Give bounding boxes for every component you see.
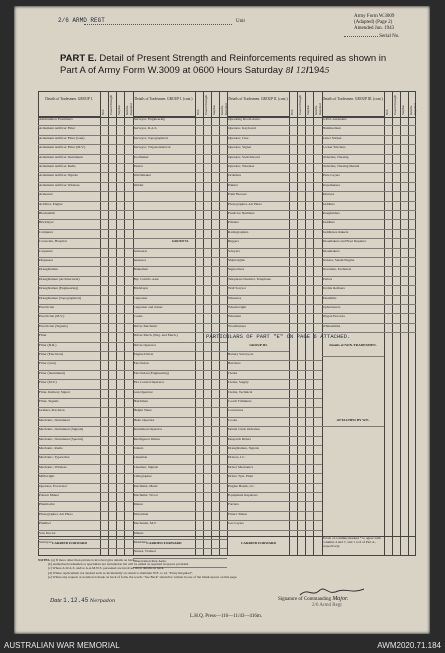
table-row: Wheelers [227, 296, 322, 305]
table-row: Assessor [133, 258, 228, 267]
table-row: Wagon Erectors [322, 314, 417, 323]
table-row: Signwriters [227, 267, 322, 276]
table-row: Intelligence Duties [133, 437, 228, 446]
table-row: Engine Driver [133, 352, 228, 361]
table-row: Saw Doctor [38, 531, 133, 540]
title-text2: Part A of Army Form W.3009 at 0600 Hours Saturday [60, 65, 283, 76]
table-row: Height Taker [133, 408, 228, 417]
table-row: Electrician (Engineering) [133, 371, 228, 380]
table-row: Mechanic, Instrument (Special) [38, 437, 133, 446]
table-row: Joiners [133, 446, 228, 455]
table-row: Engine Hands, I.C. [227, 484, 322, 493]
table-row: Artificer, Engine [38, 202, 133, 211]
table-row: Brakeman [133, 267, 228, 276]
table-row: Upholsterers [322, 305, 417, 314]
table-row: Mechanic, Instrument [38, 418, 133, 427]
table-row: Helio Operator [133, 418, 228, 427]
table-row: Shipwrights [227, 258, 322, 267]
carried-forward-label: CARRIED FORWARD [240, 541, 277, 545]
table-row: Driver Tpts. Plant [227, 474, 322, 483]
signature-label: Signature of Commanding [278, 597, 332, 602]
place-value: Nerpadon [89, 598, 116, 604]
table-row: Farriers [227, 502, 322, 511]
vertical-header: Reinfts. Required [219, 103, 228, 115]
table-row: Machinist, Wood [133, 493, 228, 502]
table-row: Toolmaker [133, 155, 228, 164]
table-row: Stokers, Steam Engine [322, 258, 417, 267]
unit-stamp: 2/6 Armd Regt [312, 603, 342, 608]
table-row: Painter [227, 183, 322, 192]
note-e: (e) Where any request or notation is made on back of form, the words "See Back" should be written in one of the blank spaces on this page. [48, 574, 238, 579]
table-row: Machinist, Metal [133, 484, 228, 493]
table-row: Clerks, Supply [227, 380, 322, 389]
table-row [133, 220, 228, 229]
table-row: Cooks [133, 314, 228, 323]
table-row: Electrician [133, 361, 228, 370]
table-row: Saddletree makers [322, 230, 417, 239]
vertical-header: W.E. [195, 108, 200, 115]
title-date-month: 12 [295, 66, 307, 75]
column-header: Details of Tradesmen. GROUP I. (cont.) [133, 91, 195, 117]
table-row: Operator, Wireless [227, 164, 322, 173]
table-row: Clerks [227, 371, 322, 380]
group3-heading: GROUP III. [227, 343, 289, 352]
table-row: Fitter (Electrical) [38, 352, 133, 361]
table-row: Armourer [133, 249, 228, 258]
table-row: Linesman [133, 455, 228, 464]
table-row: Bty. Comd's. Asst. [133, 277, 228, 286]
table-row: Whitesmiths [322, 324, 417, 333]
table-row: Armament Artificer Radio [38, 164, 133, 173]
table-row: Draughtsman (Topographical) [38, 296, 133, 305]
form-line2: (Adapted) (Page 2) [354, 20, 393, 25]
table-row: Fitter (Instrument) [38, 371, 133, 380]
rank: Major. [332, 596, 349, 602]
table-row: Dispenser [38, 258, 133, 267]
table-row: Hammermen [322, 126, 417, 135]
vertical-header: Reinfts. Required [125, 103, 134, 115]
table-row: Gas Layers [227, 521, 322, 530]
table-row: Mason [133, 502, 228, 511]
vertical-header: Posted Strength [392, 94, 397, 115]
nontrades-heading: Details of NON-TRADESMEN. [322, 343, 384, 357]
vertical-header: Reinfts. Required [408, 103, 417, 115]
table-row: Electrician [38, 305, 133, 314]
table-row: Operator, Line [227, 136, 322, 145]
table-row: Fitter [38, 333, 133, 342]
table-row: Pattern Maker [38, 493, 133, 502]
vertical-header: Surplus [306, 105, 311, 115]
table-row: Plumber [38, 521, 133, 530]
notes-head: NOTES. [38, 558, 51, 562]
table-row: Sawyers [227, 249, 322, 258]
date-value: 1.12.45 [63, 597, 89, 604]
form-id [354, 14, 394, 32]
table-row: GROUP II. [133, 239, 228, 248]
table-row: Shoemakers and Boot Repairer [322, 239, 417, 248]
table-row: Dental Clerk Orderlies [227, 427, 322, 436]
table-row: Fitter (D.R.) [38, 343, 133, 352]
attached-heading: ATTACHED BY W.E. [322, 418, 384, 427]
table-row: Wiremen [227, 314, 322, 323]
table-row: Orderlies [227, 173, 322, 182]
vertical-header: W.E. [384, 108, 389, 115]
table-row: Armament Artificer Fitter [38, 126, 133, 135]
table-row: Hatchman [133, 399, 228, 408]
table-row: Pharmacist [38, 502, 133, 511]
table-row: Fitter (Gun) [38, 361, 133, 370]
table-row: Telephone Installer, Telephone [227, 277, 322, 286]
table-row: Butchers [227, 361, 322, 370]
form-line3: Amended Jun. 1943 [354, 26, 395, 31]
table-row: Predictor Numbers [227, 211, 322, 220]
table-row: Driver Mech. (Eng. and Mech.) [133, 333, 228, 342]
table-row: Roughriders [322, 211, 417, 220]
table-row: Surveyor [38, 540, 133, 549]
table-row: Operator, Switchboard [227, 155, 322, 164]
table-row: Motorman [133, 512, 228, 521]
particulars-stamp: PARTICULARS OF PART "E" ON PAGE 6 ATTACHED. [206, 333, 351, 341]
table-row: Mechanic, Instrument (Signals) [38, 427, 133, 436]
table-row: Locker Stitchers [322, 145, 417, 154]
vertical-header: Surplus [400, 105, 405, 115]
table-row: Grinder, Precision [38, 408, 133, 417]
table-row: Electrician (M.V.) [38, 314, 133, 323]
carried-forward-label: CARRIED FORWARD [51, 541, 88, 545]
caption-bar [0, 638, 445, 653]
table-row [133, 192, 228, 201]
table-row: Carpenter [38, 249, 133, 258]
table-row: Lineman, Signals [133, 465, 228, 474]
column-header: Details of Tradesmen. GROUP II. (cont.) [227, 91, 289, 117]
table-row: Bricklayer [38, 220, 133, 229]
table-row: Paint Bowser [227, 192, 322, 201]
vertical-header: Surplus [211, 105, 216, 115]
table-row: Mechanic, Typewriter [38, 455, 133, 464]
table-row: Draughtsman (Architectural) [38, 277, 133, 286]
table-row: Miners [133, 531, 228, 540]
table-row: Observation Post Assts. [133, 559, 228, 568]
table-row: Surveyor, R.A.S. [133, 126, 228, 135]
table-row: Moulders [133, 540, 228, 549]
table-row [133, 202, 228, 211]
table-row [133, 230, 228, 239]
printer-line: L.H.Q. Press—116—11/43—416m. [190, 614, 262, 619]
table-row: Tinsmiths [322, 296, 417, 305]
table-row: Computer [38, 230, 133, 239]
carried-forward-label: CARRIED FORWARD [146, 541, 182, 545]
table-row: Blacksmith [38, 211, 133, 220]
table-row: Letter Sticker [322, 136, 417, 145]
table-row: Instrument Operator [133, 427, 228, 436]
title-text1: Detail of Present Strength and Reinforcements required as shown in [99, 53, 387, 64]
table-row: Armament Artificer Instrument [38, 155, 133, 164]
table-row: Draughtsmen, Signals [227, 446, 322, 455]
table-row: Fitter, Signals [38, 399, 133, 408]
table-row: Printers [227, 220, 322, 229]
page-title: PART E. Detail of Present Strength and Reinforcements required as shown in Part A of Army Form W.3009 at 0600 Hours Saturday 8/ 12/1945 [60, 53, 387, 76]
vertical-header: Posted Strength [109, 94, 114, 115]
table-row: Shoemakers [322, 249, 417, 258]
unit-line [84, 17, 232, 25]
table-row: Mechanist, M.T. [133, 521, 228, 530]
table-row: Clerks, Technical [227, 390, 322, 399]
unit-label: Unit [236, 19, 245, 24]
table-row: Millwright [38, 474, 133, 483]
table-row: Despatch Riders [227, 437, 322, 446]
date-label: Date [50, 598, 62, 604]
table-row: Surveyor, Topographical [133, 136, 228, 145]
column-header: Details of Tradesmen. GROUP III. (cont.) [322, 91, 384, 117]
vertical-header: Posted Strength [298, 94, 303, 115]
table-row: Saddlers [322, 202, 417, 211]
note-c: (c) Where A.W.A.S. and/or A.A.M.W.S. personnel are involved show details on back. [48, 566, 165, 571]
table-row: Storemen, Technical [322, 267, 417, 276]
table-row: Riveters [322, 192, 417, 201]
form-sheet [14, 6, 430, 634]
title-part: PART E. [60, 53, 97, 64]
table-row: Welder [133, 183, 228, 192]
table-row: Fitters' Mates [227, 512, 322, 521]
column-header: Details of Tradesmen. GROUP I. [38, 91, 100, 117]
vertical-header: Posted Strength [203, 94, 208, 115]
table-row: Armament Artificer Signals [38, 173, 133, 182]
table-row: Woodturners [227, 324, 322, 333]
table-row: Coach Trimmers [227, 399, 322, 408]
title-date-year: 194 [308, 65, 325, 76]
serial-number [344, 34, 400, 40]
table-row: Saddlers [322, 220, 417, 229]
note-d: (d) Where replacement not desired such as incidentally on return to maintain W.E. to ed. "Entry Required". [48, 570, 194, 575]
vertical-header: Reinfts. Required [314, 103, 323, 115]
table-row: Wheelwright [227, 305, 322, 314]
totals-note: Totals of columns marked * to agree with columns 4 and 7, and 1 to 6 of Part A, respectively. [322, 536, 381, 548]
note-b: (b) Authorised tradesmen or specialists not included in list will be added as required in spaces provided. [48, 562, 189, 567]
signature-block [278, 596, 348, 609]
signature-scrawl [298, 586, 368, 598]
table-row: Surveyor, Engineering [133, 117, 228, 126]
table-row: Concreters [227, 408, 322, 417]
table-row: Drivers, I.C. [227, 455, 322, 464]
table-row: Photographer, Air Photo [227, 202, 322, 211]
table-row: Bricklayer [133, 286, 228, 295]
table-row: Operator, Signal [227, 145, 322, 154]
table-row: Watchmaker [133, 173, 228, 182]
serial-label: Serial No. [379, 34, 400, 39]
table-row: Draughtsman [38, 267, 133, 276]
table-row: Fitter, Railway Signal [38, 390, 133, 399]
table-row: Operator, Keyboard [227, 126, 322, 135]
table-row: Battery Surveyors [227, 352, 322, 361]
unit-typed: 2/6 ARMD REGT [58, 17, 105, 24]
notes [38, 558, 416, 579]
table-row: Nurses, Trained [133, 549, 228, 558]
table-row: Orderlies, Nursing Mental [322, 164, 417, 173]
table-row: Operating Room Assts. [227, 117, 322, 126]
table-row: Mechanic, Wireless [38, 465, 133, 474]
table-row: Surveyor, Trigonometrical [133, 145, 228, 154]
table-row: Ammunition Examiners [38, 117, 133, 126]
table-row: Riggers [227, 239, 322, 248]
caption-left: AUSTRALIAN WAR MEMORIAL [4, 641, 120, 650]
vertical-header: W.E. [101, 108, 105, 115]
table-row: Fitter (M.V.) [38, 380, 133, 389]
table-row: Coxswain, Hospital [38, 239, 133, 248]
table-row: Equipment Repairers [227, 493, 322, 502]
caption-right: AWM2020.71.184 [377, 641, 441, 650]
table-row: Driver Operator [133, 343, 228, 352]
title-date-year-digit: 5 [324, 66, 330, 75]
table-row: Carpenter and Joiner [133, 305, 228, 314]
table-row: Draughtsman (Engineering) [38, 286, 133, 295]
table-row: Gun Operator [133, 390, 228, 399]
table-row: Plate Layers [322, 173, 417, 182]
form-line1: Army Form W.3009 [354, 14, 395, 19]
table-row: Cooks [227, 418, 322, 427]
table-row: Orderlies, Nursing [322, 155, 417, 164]
table-row: Armament Artificer Fitter (Gun) [38, 136, 133, 145]
table-row: Carpenter [133, 296, 228, 305]
table-row: Lithographer [133, 474, 228, 483]
table-row: Wall Sawyer [227, 286, 322, 295]
note-a: (a) If more other than private is involved give details on back. [51, 558, 136, 562]
table-row: Driver Mechanic [133, 324, 228, 333]
vertical-header: Surplus [117, 105, 122, 115]
date-field [50, 598, 115, 604]
table-row: Mechanic, Radio [38, 446, 133, 455]
vertical-header: W.E. [290, 108, 294, 115]
table-row: Operator, Excavator [38, 484, 133, 493]
table-row: Photographer, Air Photo [38, 512, 133, 521]
table-row: Armament Artificer Fitter (M.V.) [38, 145, 133, 154]
table-row: G.P.O. Assistants [322, 117, 417, 126]
table-row: Armament Artificer Wireless [38, 183, 133, 192]
table-row: Turner [133, 164, 228, 173]
table-row: Driver Mechanics [227, 465, 322, 474]
table-row: Radiographers [227, 230, 322, 239]
table-row: Ropemakers [322, 183, 417, 192]
table-row: Tailors [322, 277, 417, 286]
table-row [133, 211, 228, 220]
table-row: Textile Refiners [322, 286, 417, 295]
table-row: Electrician (Signals) [38, 324, 133, 333]
title-date-day: 8 [285, 66, 291, 75]
table-row: Armourer [38, 192, 133, 201]
table-row: Fire Control Operator [133, 380, 228, 389]
